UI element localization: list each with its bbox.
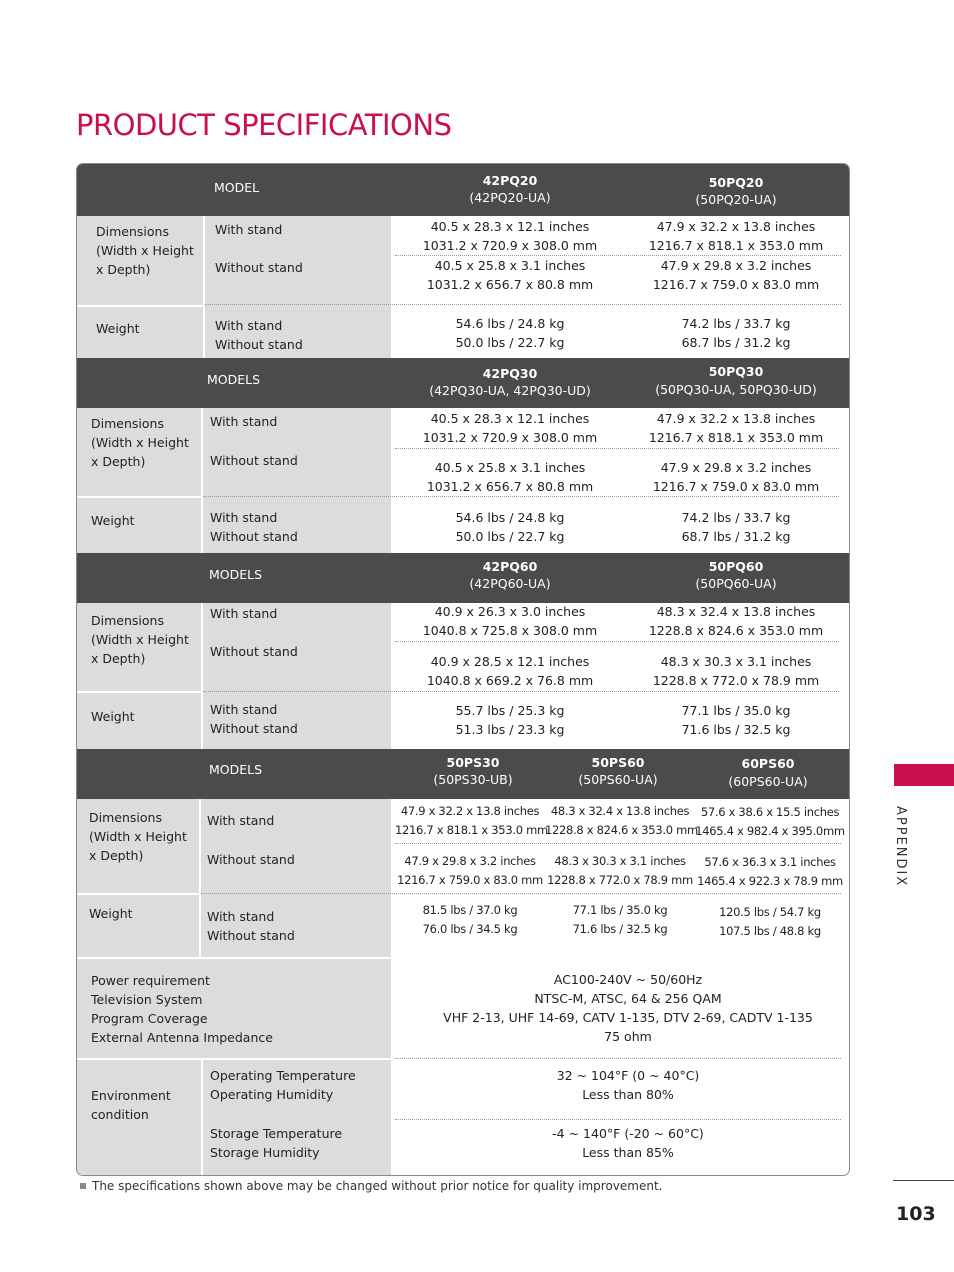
weight-value: 54.6 lbs / 24.8 kg 50.0 lbs / 22.7 kg — [455, 316, 565, 350]
weight-value: 54.6 lbs / 24.8 kg 50.0 lbs / 22.7 kg — [455, 510, 565, 544]
operating-values: 32 ~ 104°F (0 ~ 40°C) Less than 80% — [556, 1068, 700, 1102]
model-name: 50PS60 — [591, 755, 645, 770]
weight-stand-labels: With stand Without stand — [210, 702, 298, 736]
model-sub: (42PQ60-UA) — [469, 576, 551, 591]
dim-with-value: 40.5 x 28.3 x 12.1 inches 1031.2 x 720.9 x 308.0 mm — [422, 219, 598, 253]
dim-without-value: 48.3 x 30.3 x 3.1 inches 1228.8 x 772.0 x 78.9 mm — [547, 854, 693, 887]
model-sub: (50PS30-UB) — [433, 772, 513, 787]
weight-value: 120.5 lbs / 54.7 kg 107.5 lbs / 48.8 kg — [719, 905, 821, 938]
weight-value: 74.2 lbs / 33.7 kg 68.7 lbs / 31.2 kg — [681, 510, 791, 544]
weight-value: 77.1 lbs / 35.0 kg 71.6 lbs / 32.5 kg — [681, 703, 791, 737]
section-label: APPENDIX — [893, 806, 908, 888]
dimensions-label: Dimensions (Width x Height x Depth) — [89, 810, 187, 863]
page-number: 103 — [896, 1203, 936, 1225]
model-sub: (50PS60-UA) — [578, 772, 658, 787]
dim-without-value: 47.9 x 29.8 x 3.2 inches 1216.7 x 759.0 x 83.0 mm — [652, 460, 820, 494]
model-sub: (50PQ20-UA) — [695, 192, 777, 207]
model-name: 50PS30 — [446, 755, 500, 770]
models-header: MODELS — [209, 567, 263, 582]
model-name: 50PQ20 — [708, 175, 764, 190]
without-stand-label: Without stand — [210, 644, 298, 659]
weight-value: 74.2 lbs / 33.7 kg 68.7 lbs / 31.2 kg — [681, 316, 791, 350]
bullet-square-icon — [80, 1183, 86, 1189]
weight-stand-labels: With stand Without stand — [210, 510, 298, 544]
model-name: 60PS60 — [741, 756, 795, 771]
model-header: MODEL — [214, 180, 260, 195]
dim-without-value: 57.6 x 36.3 x 3.1 inches 1465.4 x 922.3 x 78.9 mm — [697, 855, 843, 888]
common-spec-values: AC100-240V ~ 50/60Hz NTSC-M, ATSC, 64 & 256 QAM VHF 2-13, UHF 14-69, CATV 1-135, DTV 2-69, CADTV 1-135 75 ohm — [443, 972, 813, 1044]
dimensions-label: Dimensions (Width x Height x Depth) — [91, 416, 189, 469]
dim-with-value: 57.6 x 38.6 x 15.5 inches 1465.4 x 982.4 x 395.0mm — [695, 805, 845, 838]
common-spec-labels: Power requirement Television System Program Coverage External Antenna Impedance — [91, 973, 273, 1045]
with-stand-label: With stand — [210, 414, 278, 429]
environment-label: Environment condition — [91, 1088, 171, 1122]
model-name: 42PQ60 — [482, 559, 538, 574]
dim-without-value: 40.5 x 25.8 x 3.1 inches 1031.2 x 656.7 x 80.8 mm — [426, 258, 594, 292]
weight-label: Weight — [96, 321, 140, 336]
dim-with-value: 47.9 x 32.2 x 13.8 inches 1216.7 x 818.1 x 353.0 mm — [648, 219, 824, 253]
weight-value: 81.5 lbs / 37.0 kg 76.0 lbs / 34.5 kg — [422, 903, 518, 936]
dim-without-value: 48.3 x 30.3 x 3.1 inches 1228.8 x 772.0 x 78.9 mm — [652, 654, 820, 688]
model-name: 50PQ60 — [708, 559, 764, 574]
dim-with-value: 47.9 x 32.2 x 13.8 inches 1216.7 x 818.1 x 353.0 mm — [395, 804, 548, 837]
storage-labels: Storage Temperature Storage Humidity — [210, 1126, 343, 1160]
operating-labels: Operating Temperature Operating Humidity — [210, 1068, 356, 1102]
without-stand-label: Without stand — [207, 852, 295, 867]
storage-values: -4 ~ 140°F (-20 ~ 60°C) Less than 85% — [552, 1126, 704, 1160]
weight-value: 77.1 lbs / 35.0 kg 71.6 lbs / 32.5 kg — [572, 903, 668, 936]
model-sub: (50PQ30-UA, 50PQ30-UD) — [655, 382, 817, 397]
dim-without-value: 40.9 x 28.5 x 12.1 inches 1040.8 x 669.2 x 76.8 mm — [426, 654, 594, 688]
model-sub: (60PS60-UA) — [728, 774, 808, 789]
weight-label: Weight — [89, 906, 133, 921]
model-sub: (50PQ60-UA) — [695, 576, 777, 591]
dim-without-value: 47.9 x 29.8 x 3.2 inches 1216.7 x 759.0 x 83.0 mm — [397, 854, 543, 887]
models-header: MODELS — [209, 762, 263, 777]
dimensions-label: Dimensions (Width x Height x Depth) — [91, 613, 189, 666]
dim-with-value: 48.3 x 32.4 x 13.8 inches 1228.8 x 824.6 x 353.0 mm — [545, 804, 698, 837]
dim-without-value: 47.9 x 29.8 x 3.2 inches 1216.7 x 759.0 x 83.0 mm — [652, 258, 820, 292]
model-name: 50PQ30 — [708, 364, 764, 379]
page-title: PRODUCT SPECIFICATIONS — [76, 108, 452, 142]
without-stand-label: Without stand — [215, 260, 303, 275]
with-stand-label: With stand — [215, 222, 283, 237]
model-name: 42PQ20 — [482, 173, 538, 188]
appendix-tab-marker — [894, 764, 954, 786]
dim-without-value: 40.5 x 25.8 x 3.1 inches 1031.2 x 656.7 x 80.8 mm — [426, 460, 594, 494]
weight-label: Weight — [91, 709, 135, 724]
dim-with-value: 40.9 x 26.3 x 3.0 inches 1040.8 x 725.8 x 308.0 mm — [422, 604, 598, 638]
dimensions-label: Dimensions (Width x Height x Depth) — [96, 224, 194, 277]
weight-stand-labels: With stand Without stand — [207, 909, 295, 943]
with-stand-label: With stand — [210, 606, 278, 621]
model-name: 42PQ30 — [482, 366, 538, 381]
with-stand-label: With stand — [207, 813, 275, 828]
without-stand-label: Without stand — [210, 453, 298, 468]
weight-label: Weight — [91, 513, 135, 528]
weight-value: 55.7 lbs / 25.3 kg 51.3 lbs / 23.3 kg — [455, 703, 565, 737]
model-sub: (42PQ30-UA, 42PQ30-UD) — [429, 383, 591, 398]
dim-with-value: 47.9 x 32.2 x 13.8 inches 1216.7 x 818.1 x 353.0 mm — [648, 411, 824, 445]
dim-with-value: 48.3 x 32.4 x 13.8 inches 1228.8 x 824.6 x 353.0 mm — [648, 604, 824, 638]
dim-with-value: 40.5 x 28.3 x 12.1 inches 1031.2 x 720.9 x 308.0 mm — [422, 411, 598, 445]
footnote: The specifications shown above may be changed without prior notice for quality improvement. — [80, 1179, 663, 1193]
models-header: MODELS — [207, 372, 261, 387]
page-number-rule — [893, 1180, 954, 1181]
weight-stand-labels: With stand Without stand — [215, 318, 303, 352]
model-sub: (42PQ20-UA) — [469, 190, 551, 205]
spec-table — [76, 163, 850, 1176]
